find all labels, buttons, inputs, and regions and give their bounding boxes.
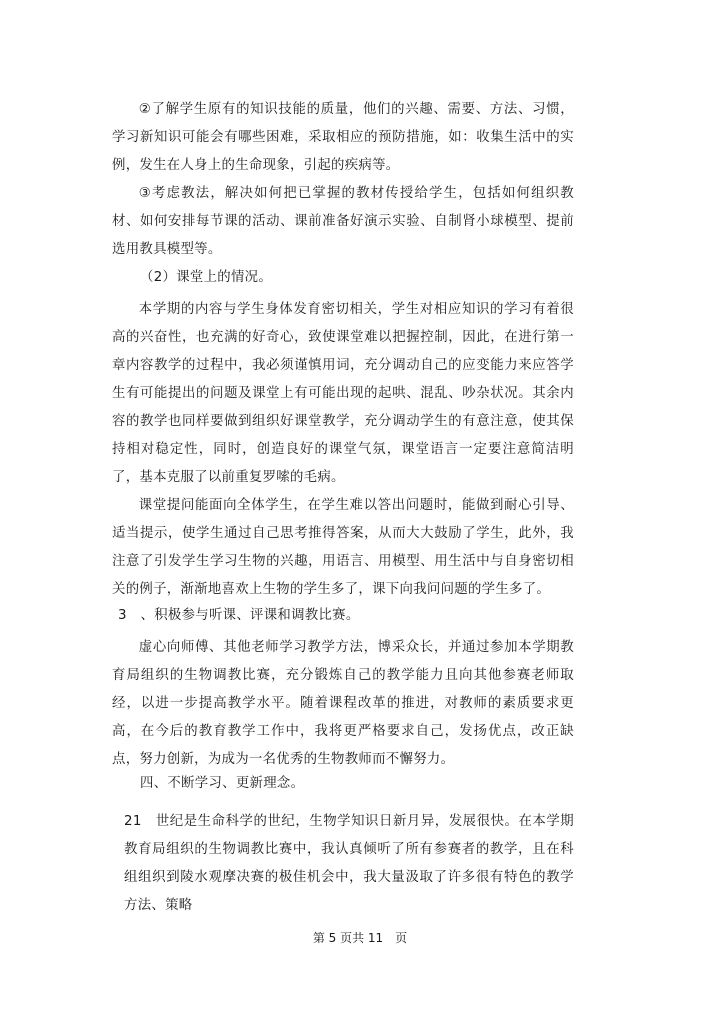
heading-lesson-observation: 3 、积极参与听课、评课和调教比赛。 <box>118 608 360 623</box>
paragraph-classroom-questions: 课堂提问能面向全体学生，在学生难以答出问题时，能做到耐心引导、适当提示，使学生通过自己思考推得答案，从而大大鼓励了学生，此外，我注意了引发学生学习生物的兴趣，用语言、用模型、用生活中与自身密切相关的例子，渐渐地喜欢上生物的学生多了，课下向我问问题的学生多了。 <box>112 498 574 597</box>
paragraph-classroom-control: 本学期的内容与学生身体发育密切相关，学生对相应知识的学习有着很高的兴奋性，也充满的好奇心，致使课堂难以把握控制，因此，在进行第一章内容教学的过程中，我必须谨慎用词，充分调动自己的应变能力来应答学生有可能提出的问题及课堂上有可能出现的起哄、混乱、吵杂状况。其余内容的教学也同样要做到组织好课堂教学，充分调动学生的有意注意，使其保持相对稳定性，同时，创造良好的课堂气氛，课堂语言一定要注意简洁明了，基本克服了以前重复罗嗦的毛病。 <box>112 302 574 485</box>
heading-keep-learning: 四、不断学习、更新理念。 <box>140 776 305 791</box>
paragraph-learn-from-colleagues: 虚心向师傅、其他老师学习教学方法，博采众长，并通过参加本学期教育局组织的生物调教比赛，充分锻炼自己的教学能力且向其他参赛老师取经，以进一步提高教学水平。随着课程改革的推进，对教师的素质要求更高，在今后的教育教学工作中，我将更严格要求自己，发扬优点，改正缺点，努力创新，为成为一名优秀的生物教师而不懈努力。 <box>112 640 574 767</box>
paragraph-life-science-century: 21 世纪是生命科学的世纪，生物学知识日新月异，发展很快。在本学期教育局组织的生物调教比赛中，我认真倾听了所有参赛者的教学，且在科组组织到陵水观摩决赛的极佳机会中，我大量汲取了许多很有特色的教学方法、策略 <box>124 814 574 913</box>
paragraph-learning-analysis: ②了解学生原有的知识技能的质量，他们的兴趣、需要、方法、习惯，学习新知识可能会有哪些困难，采取相应的预防措施，如：收集生活中的实例，发生在人身上的生命现象，引起的疾病等。 <box>112 102 574 173</box>
page-footer: 第 5 页共 11 页 <box>312 931 408 945</box>
heading-classroom-situation: （2）课堂上的情况。 <box>140 270 273 285</box>
paragraph-teaching-method: ③考虑教法，解决如何把已掌握的教材传授给学生，包括如何组织教材、如何安排每节课的活动、课前准备好演示实验、自制肾小球模型、提前选用教具模型等。 <box>112 186 574 257</box>
